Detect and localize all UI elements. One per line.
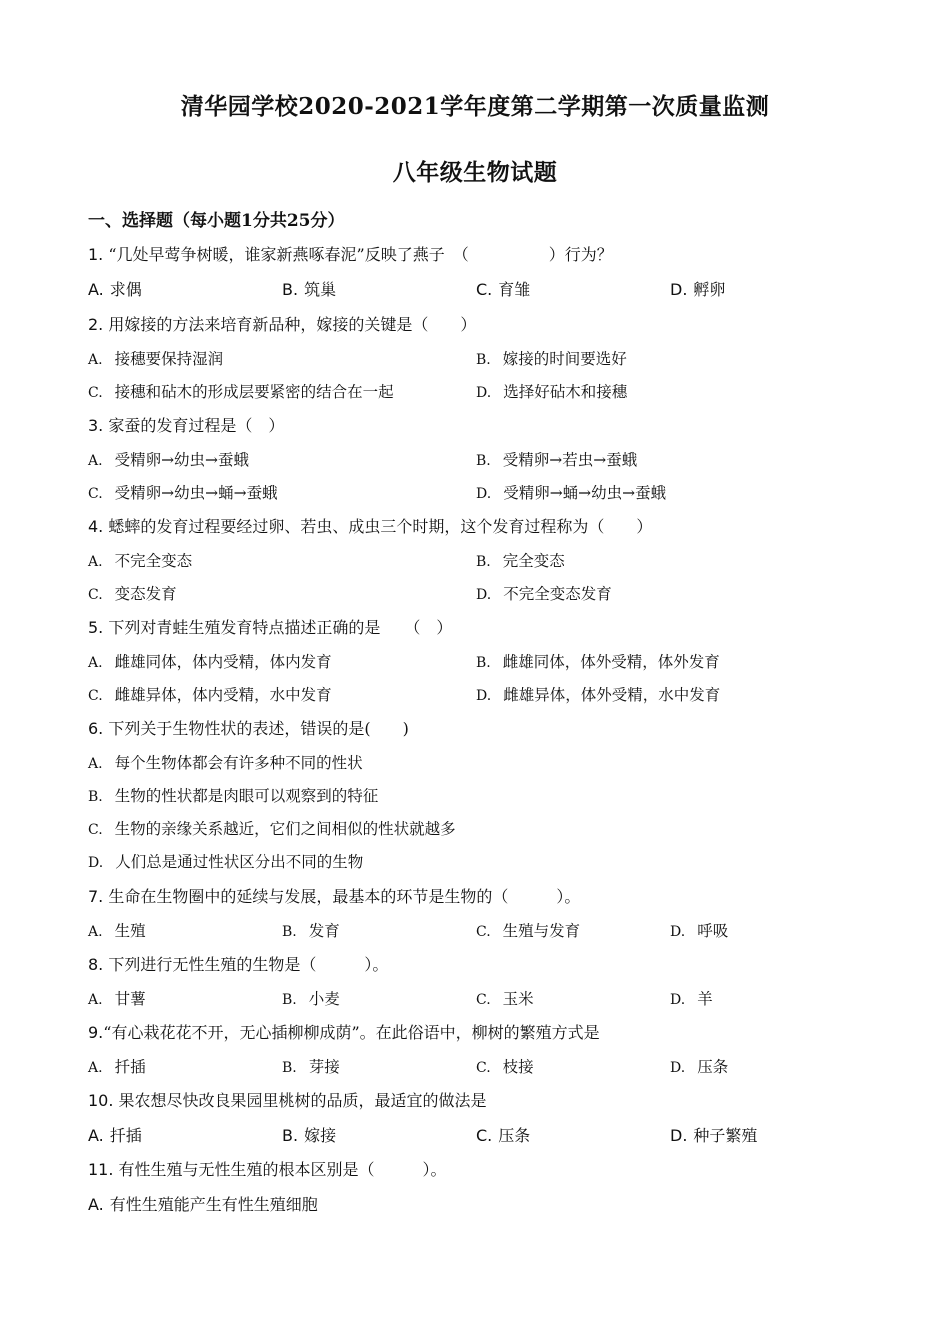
option-text: 接穗要保持湿润: [114, 350, 224, 368]
option-7a: [88, 919, 146, 941]
option-label: C.: [88, 822, 103, 838]
question-number: 11.: [88, 1160, 114, 1179]
option-label: A.: [88, 554, 103, 570]
option-text: 选择好砧木和接穗: [503, 383, 628, 401]
option-5c: [88, 683, 332, 705]
option-text: 扦插: [114, 1058, 146, 1076]
option-label: A.: [88, 992, 103, 1008]
option-text: 小麦: [308, 990, 340, 1008]
option-label: C.: [88, 688, 103, 704]
question-11: [88, 1157, 447, 1180]
option-text: 甘薯: [114, 990, 146, 1008]
option-text: 变态发育: [114, 585, 177, 603]
option-text: 求偶: [109, 280, 142, 299]
option-6a: [88, 751, 363, 773]
option-label: D.: [670, 1060, 686, 1076]
option-label: D.: [476, 486, 492, 502]
question-number: 8.: [88, 955, 104, 974]
option-8c: [476, 987, 534, 1009]
option-text: 压条: [498, 1126, 531, 1145]
option-10a: [88, 1123, 142, 1146]
option-10d: [670, 1123, 757, 1146]
option-text: 受精卵→幼虫→蚕蛾: [114, 451, 250, 469]
option-text: 育雏: [498, 280, 531, 299]
option-label: D.: [670, 924, 686, 940]
question-stem: 用嫁接的方法来培育新品种，嫁接的关键是（ ）: [108, 315, 477, 334]
option-text: 压条: [697, 1058, 729, 1076]
option-8d: [670, 987, 713, 1009]
option-text: 羊: [697, 990, 713, 1008]
option-2d: [476, 380, 627, 402]
option-label: C.: [88, 486, 103, 502]
option-label: D.: [476, 587, 492, 603]
option-text: 筑巢: [304, 280, 337, 299]
option-label: A.: [88, 453, 103, 469]
option-text: 受精卵→若虫→蚕蛾: [502, 451, 638, 469]
option-label: D.: [476, 385, 492, 401]
option-2a: [88, 347, 223, 369]
question-number: 3.: [88, 416, 104, 435]
option-3b: [476, 448, 637, 470]
option-9b: [282, 1055, 340, 1077]
option-5b: [476, 650, 720, 672]
option-label: B.: [476, 554, 491, 570]
option-2b: [476, 347, 627, 369]
option-label: B.: [282, 924, 297, 940]
question-number: 4.: [88, 517, 104, 536]
option-text: 受精卵→幼虫→蛹→蚕蛾: [114, 484, 278, 502]
question-stem: 家蚕的发育过程是（ ）: [108, 416, 285, 435]
option-text: 雌雄异体，体外受精，水中发育: [503, 686, 721, 704]
option-text: 接穗和砧木的形成层要紧密的结合在一起: [114, 383, 394, 401]
question-number: 9.: [88, 1023, 104, 1042]
option-label: A.: [88, 1126, 104, 1145]
option-1d: [670, 277, 725, 300]
option-label: B.: [476, 655, 491, 671]
option-label: B.: [476, 453, 491, 469]
option-8a: [88, 987, 146, 1009]
question-stem: 果农想尽快改良果园里桃树的品质，最适宜的做法是: [118, 1091, 487, 1110]
option-8b: [282, 987, 340, 1009]
option-label: C.: [476, 280, 493, 299]
option-7c: [476, 919, 580, 941]
option-text: 玉米: [502, 990, 534, 1008]
option-label: A.: [88, 655, 103, 671]
option-4a: [88, 549, 192, 571]
option-9c: [476, 1055, 534, 1077]
question-stem: “几处早莺争树暖，谁家新燕啄春泥”反映了燕子 （ ）行为？: [108, 245, 613, 264]
question-2: [88, 312, 476, 335]
option-text: 孵卵: [693, 280, 726, 299]
option-5a: [88, 650, 332, 672]
question-stem: 下列关于生物性状的表述，错误的是( ): [108, 719, 409, 738]
option-text: 雌雄同体，体内受精，体内发育: [114, 653, 332, 671]
option-text: 发育: [308, 922, 340, 940]
option-5d: [476, 683, 720, 705]
question-number: 10.: [88, 1091, 114, 1110]
option-9a: [88, 1055, 146, 1077]
option-label: C.: [88, 385, 103, 401]
option-label: A.: [88, 924, 103, 940]
option-text: 嫁接的时间要选好: [502, 350, 627, 368]
question-stem: 下列对青蛙生殖发育特点描述正确的是 （ ）: [108, 618, 453, 637]
option-7b: [282, 919, 340, 941]
option-text: 呼吸: [697, 922, 729, 940]
option-6c: [88, 817, 456, 839]
question-6: [88, 716, 409, 739]
option-3a: [88, 448, 249, 470]
question-stem: 下列进行无性生殖的生物是（ ）。: [108, 955, 389, 974]
question-stem: “有心栽花花不开，无心插柳柳成荫”。在此俗语中，柳树的繁殖方式是: [103, 1023, 600, 1042]
question-7: [88, 884, 580, 907]
option-1b: [282, 277, 336, 300]
question-3: [88, 413, 284, 436]
option-label: B.: [282, 1060, 297, 1076]
question-number: 6.: [88, 719, 104, 738]
option-label: D.: [476, 688, 492, 704]
question-number: 2.: [88, 315, 104, 334]
option-label: C.: [88, 587, 103, 603]
option-4c: [88, 582, 177, 604]
option-label: B.: [476, 352, 491, 368]
option-label: A.: [88, 1195, 104, 1214]
option-label: A.: [88, 280, 104, 299]
option-text: 生殖: [114, 922, 146, 940]
option-text: 人们总是通过性状区分出不同的生物: [115, 853, 364, 871]
option-1c: [476, 277, 530, 300]
option-text: 受精卵→蛹→幼虫→蚕蛾: [503, 484, 667, 502]
option-11a: [88, 1192, 318, 1215]
question-4: [88, 514, 652, 537]
option-10c: [476, 1123, 530, 1146]
question-8: [88, 952, 388, 975]
question-1: [88, 242, 613, 265]
option-label: D.: [670, 992, 686, 1008]
option-label: C.: [476, 992, 491, 1008]
option-3d: [476, 481, 666, 503]
option-label: A.: [88, 756, 103, 772]
option-text: 枝接: [502, 1058, 534, 1076]
option-7d: [670, 919, 728, 941]
option-10b: [282, 1123, 336, 1146]
option-text: 种子繁殖: [693, 1126, 758, 1145]
option-text: 每个生物体都会有许多种不同的性状: [114, 754, 363, 772]
exam-title: 清华园学校2020-2021学年度第二学期第一次质量监测: [180, 93, 770, 120]
option-text: 雌雄同体，体外受精，体外发育: [502, 653, 720, 671]
option-text: 生殖与发育: [502, 922, 581, 940]
option-text: 有性生殖能产生有性生殖细胞: [109, 1195, 318, 1214]
option-9d: [670, 1055, 728, 1077]
option-label: A.: [88, 1060, 103, 1076]
question-number: 7.: [88, 887, 104, 906]
question-number: 5.: [88, 618, 104, 637]
option-label: B.: [282, 992, 297, 1008]
option-label: C.: [476, 924, 491, 940]
option-4b: [476, 549, 565, 571]
option-label: B.: [282, 280, 299, 299]
option-text: 完全变态: [502, 552, 565, 570]
option-label: D.: [88, 855, 104, 871]
question-5: [88, 615, 452, 638]
option-text: 生物的性状都是肉眼可以观察到的特征: [114, 787, 379, 805]
question-9: [88, 1020, 600, 1043]
question-stem: 有性生殖与无性生殖的根本区别是（ ）。: [118, 1160, 447, 1179]
option-text: 扦插: [109, 1126, 142, 1145]
option-6d: [88, 850, 363, 872]
option-text: 不完全变态发育: [503, 585, 612, 603]
option-text: 嫁接: [304, 1126, 337, 1145]
option-1a: [88, 277, 142, 300]
question-stem: 蟋蟀的发育过程要经过卵、若虫、成虫三个时期，这个发育过程称为（ ）: [108, 517, 653, 536]
question-stem: 生命在生物圈中的延续与发展，最基本的环节是生物的（ ）。: [108, 887, 581, 906]
option-6b: [88, 784, 378, 806]
option-label: A.: [88, 352, 103, 368]
option-label: C.: [476, 1060, 491, 1076]
option-text: 生物的亲缘关系越近，它们之间相似的性状就越多: [114, 820, 456, 838]
option-text: 雌雄异体，体内受精，水中发育: [114, 686, 332, 704]
option-3c: [88, 481, 278, 503]
option-2c: [88, 380, 394, 402]
option-label: D.: [670, 1126, 688, 1145]
option-label: B.: [282, 1126, 299, 1145]
question-10: [88, 1088, 487, 1111]
option-label: C.: [476, 1126, 493, 1145]
option-4d: [476, 582, 612, 604]
option-text: 芽接: [308, 1058, 340, 1076]
question-number: 1.: [88, 245, 104, 264]
section-heading: 一、选择题（每小题1分共25分）: [88, 211, 345, 231]
option-label: B.: [88, 789, 103, 805]
option-label: D.: [670, 280, 688, 299]
option-text: 不完全变态: [114, 552, 193, 570]
exam-subtitle: 八年级生物试题: [392, 159, 558, 186]
